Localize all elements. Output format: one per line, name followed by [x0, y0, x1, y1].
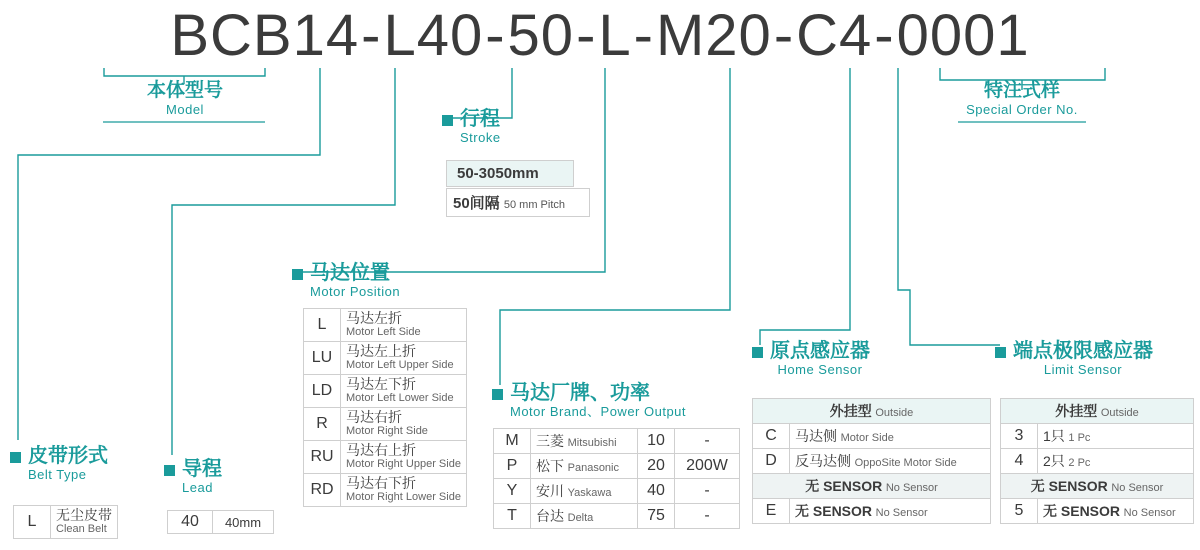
bullet-square-icon [995, 347, 1006, 358]
mp-code: RU [304, 441, 341, 474]
pn-seg-2: L [383, 3, 417, 68]
mb-brand: 台达 Delta [531, 504, 638, 529]
mb-brand: 三菱 Mitsubishi [531, 429, 638, 454]
home-sensor-table [752, 398, 991, 524]
table-row [304, 375, 467, 408]
belt-type-table [13, 505, 118, 539]
table-row [304, 441, 467, 474]
table-row [753, 499, 991, 524]
mp-code: LU [304, 342, 341, 375]
pn-seg-0: BCB14 [170, 3, 360, 68]
mb-power: - [675, 429, 740, 454]
bullet-square-icon [752, 347, 763, 358]
mp-code: LD [304, 375, 341, 408]
group-motor-brand [492, 382, 686, 420]
mb-power-code: 40 [638, 479, 675, 504]
group-limit-sensor [995, 340, 1153, 378]
motor-position-table [303, 308, 467, 507]
pn-seg-1: - [361, 3, 382, 68]
mb-power: - [675, 504, 740, 529]
bullet-square-icon [10, 452, 21, 463]
ls-desc: 无 SENSOR No Sensor [1038, 499, 1194, 524]
mb-power-code: 10 [638, 429, 675, 454]
pn-seg-5: 50 [507, 3, 575, 68]
ls-code: 4 [1001, 449, 1038, 474]
stroke-range-box [446, 160, 574, 187]
table-row [753, 474, 991, 499]
hs-nosensor-row: 无 SENSOR No Sensor [753, 474, 991, 499]
lead-value: 40mm [213, 511, 274, 534]
group-model [104, 80, 266, 118]
motor-brand-table [493, 428, 740, 529]
ls-desc: 2只 2 Pc [1038, 449, 1194, 474]
mp-desc: 马达右下折 Motor Right Lower Side [341, 474, 467, 507]
mp-code: R [304, 408, 341, 441]
limit-sensor-header: 外挂型 Outside [1001, 399, 1194, 424]
table-row [1001, 499, 1194, 524]
table-row [1001, 449, 1194, 474]
hs-code: E [753, 499, 790, 524]
limit-sensor-title: 端点极限感应器 [1013, 340, 1153, 362]
special-order-title: 特注式样 [983, 80, 1060, 101]
table-row [753, 424, 991, 449]
mp-code: RD [304, 474, 341, 507]
stroke-pitch-en: 50 mm Pitch [503, 199, 565, 211]
mb-code: P [494, 454, 531, 479]
table-row [494, 504, 740, 529]
table-row [1001, 424, 1194, 449]
mb-power-code: 75 [638, 504, 675, 529]
table-row [168, 511, 274, 534]
mb-power-code: 20 [638, 454, 675, 479]
ls-desc: 1只 1 Pc [1038, 424, 1194, 449]
group-belt-type [10, 445, 108, 483]
pn-seg-6: - [576, 3, 597, 68]
stroke-title: 行程 [460, 108, 500, 130]
mb-power: - [675, 479, 740, 504]
motor-brand-title: 马达厂牌、功率 [510, 382, 650, 404]
stroke-pitch-box [446, 188, 590, 217]
lead-title: 导程 [182, 458, 222, 480]
table-row [304, 408, 467, 441]
group-motor-position [292, 262, 400, 300]
bullet-square-icon [442, 115, 453, 126]
mp-desc: 马达左上折 Motor Left Upper Side [341, 342, 467, 375]
group-lead [164, 458, 222, 496]
table-row [304, 474, 467, 507]
mb-code: T [494, 504, 531, 529]
pn-seg-11: C [796, 3, 840, 68]
stroke-range: 50-3050mm [457, 165, 539, 182]
belt-type-desc: 无尘皮带 Clean Belt [51, 506, 118, 539]
model-sub: Model [166, 102, 204, 117]
motor-position-sub: Motor Position [310, 284, 401, 299]
mp-desc: 马达右上折 Motor Right Upper Side [341, 441, 467, 474]
model-title: 本体型号 [146, 80, 223, 101]
limit-sensor-sub: Limit Sensor [1043, 362, 1123, 377]
pn-seg-10: - [773, 3, 795, 68]
motor-brand-sub: Motor Brand、Power Output [510, 404, 687, 419]
hs-desc: 马达侧 Motor Side [790, 424, 991, 449]
mb-code: M [494, 429, 531, 454]
bullet-square-icon [492, 389, 503, 400]
table-row [753, 449, 991, 474]
pn-seg-7: L [598, 3, 632, 68]
table-row [14, 506, 118, 539]
stroke-pitch-zh: 50间隔 [453, 195, 500, 212]
pn-seg-14: 0001 [896, 3, 1030, 68]
table-row [494, 479, 740, 504]
bullet-square-icon [164, 465, 175, 476]
bullet-square-icon [292, 269, 303, 280]
hs-code: C [753, 424, 790, 449]
home-sensor-sub: Home Sensor [777, 362, 863, 377]
limit-sensor-table [1000, 398, 1194, 524]
group-special-order [958, 80, 1086, 118]
special-order-sub: Special Order No. [966, 102, 1078, 117]
pn-seg-12: 4 [839, 3, 873, 68]
home-sensor-title: 原点感应器 [770, 340, 870, 362]
motor-position-title: 马达位置 [310, 262, 390, 284]
lead-code: 40 [168, 511, 213, 534]
mb-brand: 安川 Yaskawa [531, 479, 638, 504]
mb-brand: 松下 Panasonic [531, 454, 638, 479]
belt-type-code: L [14, 506, 51, 539]
table-row [494, 454, 740, 479]
pn-seg-4: - [485, 3, 506, 68]
stroke-sub: Stroke [460, 130, 501, 145]
hs-desc: 无 SENSOR No Sensor [790, 499, 991, 524]
part-number [0, 2, 1200, 69]
mb-power: 200W [675, 454, 740, 479]
belt-type-sub: Belt Type [28, 467, 87, 482]
ls-code: 5 [1001, 499, 1038, 524]
ls-code: 3 [1001, 424, 1038, 449]
pn-seg-13: - [874, 3, 895, 68]
table-row [304, 342, 467, 375]
mp-code: L [304, 309, 341, 342]
group-home-sensor [752, 340, 870, 378]
group-stroke [442, 108, 501, 146]
ls-nosensor-row: 无 SENSOR No Sensor [1001, 474, 1194, 499]
pn-seg-9: M20 [655, 3, 772, 68]
mp-desc: 马达左下折 Motor Left Lower Side [341, 375, 467, 408]
pn-seg-3: 40 [416, 3, 484, 68]
table-row [753, 399, 991, 424]
belt-type-title: 皮带形式 [28, 445, 108, 467]
table-row [304, 309, 467, 342]
lead-sub: Lead [182, 480, 213, 495]
table-row [494, 429, 740, 454]
mb-code: Y [494, 479, 531, 504]
lead-table [167, 510, 274, 534]
table-row [1001, 399, 1194, 424]
table-row [1001, 474, 1194, 499]
pn-seg-8: - [633, 3, 654, 68]
hs-code: D [753, 449, 790, 474]
home-sensor-header: 外挂型 Outside [753, 399, 991, 424]
mp-desc: 马达右折 Motor Right Side [341, 408, 467, 441]
mp-desc: 马达左折 Motor Left Side [341, 309, 467, 342]
hs-desc: 反马达侧 OppoSite Motor Side [790, 449, 991, 474]
